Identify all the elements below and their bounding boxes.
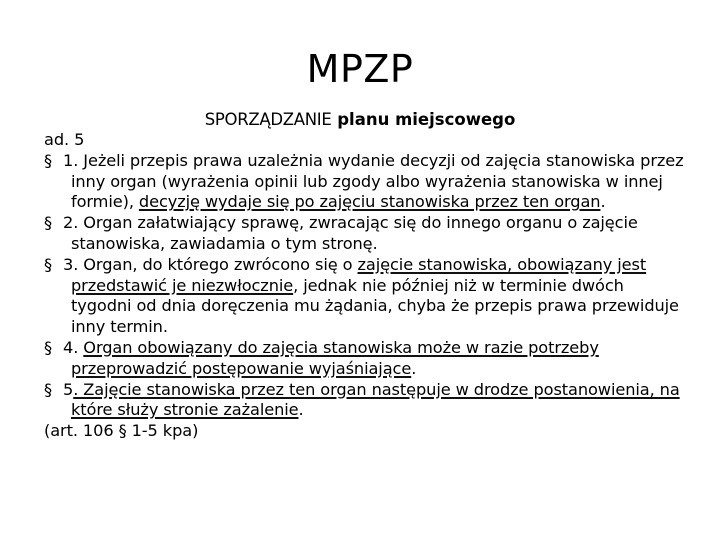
citation: (art. 106 § 1-5 kpa): [44, 421, 199, 441]
slide-content: [44, 130, 684, 442]
paragraph-1-tail: .: [600, 192, 606, 212]
paragraph-3: [44, 255, 684, 338]
section-symbol: §: [44, 213, 52, 233]
section-symbol: §: [44, 337, 52, 357]
paragraph-3-tail: , jednak nie później niż w terminie dwóch tygodni od dnia doręczenia mu żądania, chyba że przepis prawa przewiduje inny termin.: [71, 275, 679, 337]
ad-label: ad. 5: [44, 130, 85, 149]
paragraph-3-text: 3. Organ, do którego zwrócono się o: [63, 254, 358, 274]
paragraph-5: [44, 380, 684, 422]
slide-title: MPZP: [306, 47, 414, 91]
subtitle-rest: planu miejscowego: [331, 110, 516, 129]
section-symbol: §: [44, 254, 52, 274]
slide-subtitle: [0, 108, 720, 132]
paragraph-3-underlined: zajęcie stanowiska, obowiązany jest przedstawić je niezwłocznie: [71, 254, 647, 295]
paragraph-5-text: 5: [63, 379, 74, 399]
section-symbol: §: [44, 379, 52, 399]
paragraph-2-text: 2. Organ załatwiający sprawę, zwracając się do innego organu o zajęcie stanowiska, zawiadamia o tym stronę.: [63, 213, 638, 253]
paragraph-5-tail: .: [298, 400, 304, 420]
subtitle-caps: SPORZĄDZANIE: [204, 110, 332, 129]
section-symbol: §: [44, 150, 52, 170]
paragraph-1-underlined: decyzję wydaje się po zajęciu stanowiska przez ten organ: [138, 192, 601, 212]
paragraph-2: [44, 213, 684, 255]
paragraph-1: [44, 151, 684, 213]
paragraph-5-underlined: . Zajęcie stanowiska przez ten organ następuje w drodze postanowienia, na które służy stronie zażalenie: [71, 379, 680, 420]
paragraph-4-tail: .: [411, 358, 417, 378]
paragraph-4-underlined: Organ obowiązany do zajęcia stanowiska może w razie potrzeby przeprowadzić postępowanie wyjaśniające: [71, 337, 599, 378]
paragraph-4-text: 4.: [63, 337, 84, 357]
paragraph-1-text: 1. Jeżeli przepis prawa uzależnia wydanie decyzji od zajęcia stanowiska przez inny organ (wyrażenia opinii lub zgody albo wyrażenia stanowiska w innej formie),: [63, 150, 684, 212]
paragraph-4: [44, 338, 684, 380]
